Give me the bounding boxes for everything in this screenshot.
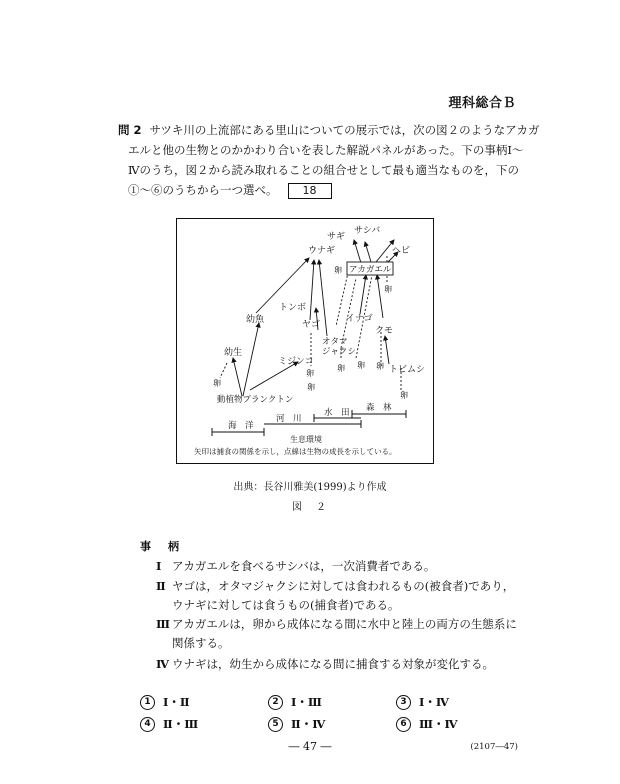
node-torimushi: トビムシ — [389, 365, 426, 375]
item-number: Ⅰ — [156, 559, 162, 573]
choice-mark: 6 — [396, 717, 411, 732]
question-line-3: Ⅳのうち，図２から読み取れることの組合せとして最も適当なものを，下の — [128, 163, 519, 177]
choice-label: Ⅰ・Ⅲ — [291, 695, 322, 709]
habitat-kasen: 河 川 — [276, 414, 302, 424]
node-otama: オタマジャクシ — [322, 337, 356, 357]
page-code: (2107―47) — [470, 742, 518, 752]
choice-6[interactable] — [396, 716, 458, 732]
node-gyogyo: 幼魚 — [246, 315, 265, 325]
item-text: ウナギは，幼生から成体になる間に捕食する対象が変化する。 — [172, 657, 494, 671]
subject-header: 理科総合Ｂ — [448, 96, 516, 111]
item-2 — [156, 577, 521, 615]
choice-4[interactable] — [140, 716, 198, 732]
env-label: 生息環境 — [290, 435, 322, 444]
choice-mark: 2 — [268, 695, 283, 710]
node-tonbo: トンボ — [279, 303, 307, 313]
figure-source: 出典：長谷川雅美(1999)より作成 — [233, 482, 387, 493]
page-number: ― 47 ― — [288, 740, 332, 753]
item-1 — [156, 557, 521, 576]
node-egg-unagi: 卵 — [307, 383, 315, 392]
figure-note: 矢印は捕食の関係を示し，点線は生物の成長を示している。 — [194, 447, 397, 456]
choice-3[interactable] — [396, 694, 449, 710]
node-egg-inago: 卵 — [357, 361, 365, 370]
question-line-1: サツキ川の上流部にある里山についての展示では，次の図２のようなアカガ — [149, 123, 540, 137]
item-number: Ⅲ — [156, 617, 171, 631]
choice-mark: 5 — [268, 717, 283, 732]
food-web-figure — [176, 218, 434, 464]
node-egg-otama: 卵 — [337, 364, 345, 373]
choice-mark: 1 — [140, 695, 155, 710]
habitat-kaiyou: 海 洋 — [228, 421, 254, 431]
habitat-suiden: 水 田 — [324, 408, 350, 418]
item-number: Ⅱ — [156, 579, 166, 593]
choice-label: Ⅲ・Ⅳ — [419, 717, 458, 731]
question-number: 問 2 — [118, 123, 142, 137]
node-egg-torimushi: 卵 — [400, 391, 408, 400]
node-egg-kumo: 卵 — [376, 362, 384, 371]
node-egg-yago: 卵 — [306, 369, 314, 378]
item-text: アカガエルは，卵から成体になる間に水中と陸上の両方の生態系に関係する。 — [172, 617, 517, 650]
node-plankton: 動植物プランクトン — [217, 395, 294, 405]
node-unagi: ウナギ — [308, 246, 336, 256]
node-sashiba: サシバ — [354, 226, 381, 236]
figure-caption: 図 ２ — [292, 502, 328, 513]
item-text: ヤゴは，オタマジャクシに対しては食われるもの(被食者)であり，ウナギに対しては食うもの(捕食者)である。 — [172, 579, 515, 612]
choice-5[interactable] — [268, 716, 325, 732]
choice-label: Ⅱ・Ⅳ — [291, 717, 326, 731]
item-number: Ⅳ — [156, 657, 170, 671]
node-egg-left: 卵 — [213, 379, 221, 388]
choice-1[interactable] — [140, 694, 190, 710]
node-yago: ヤゴ — [302, 320, 321, 330]
node-mijinko: ミジンコ — [278, 357, 314, 367]
node-yousei: 幼生 — [224, 348, 243, 358]
item-3 — [156, 615, 521, 653]
choice-mark: 4 — [140, 717, 155, 732]
question-line-2: エルと他の生物とのかかわり合いを表した解説パネルがあった。下の事柄Ⅰ～ — [128, 143, 524, 157]
node-egg-hebi: 卵 — [384, 285, 392, 294]
item-text: アカガエルを食べるサシバは，一次消費者である。 — [172, 559, 436, 573]
answer-number-box: 18 — [288, 183, 332, 199]
node-akagaeru: アカガエル — [349, 265, 392, 275]
choice-label: Ⅱ・Ⅲ — [163, 717, 199, 731]
node-sagi: サギ — [327, 232, 346, 242]
node-inago: イナゴ — [346, 314, 373, 324]
choice-mark: 3 — [396, 695, 411, 710]
node-hebi: ヘビ — [392, 246, 411, 256]
habitat-shinrin: 森 林 — [366, 403, 392, 413]
items-title: 事 柄 — [140, 540, 182, 553]
question-line-4: ①～⑥のうちから一つ選べ。 — [128, 183, 278, 197]
choice-label: Ⅰ・Ⅳ — [419, 695, 449, 709]
question-block — [118, 120, 540, 200]
item-4 — [156, 655, 521, 674]
node-kumo: クモ — [375, 326, 394, 336]
choice-2[interactable] — [268, 694, 322, 710]
choice-label: Ⅰ・Ⅱ — [163, 695, 190, 709]
node-egg-frog: 卵 — [334, 266, 342, 275]
